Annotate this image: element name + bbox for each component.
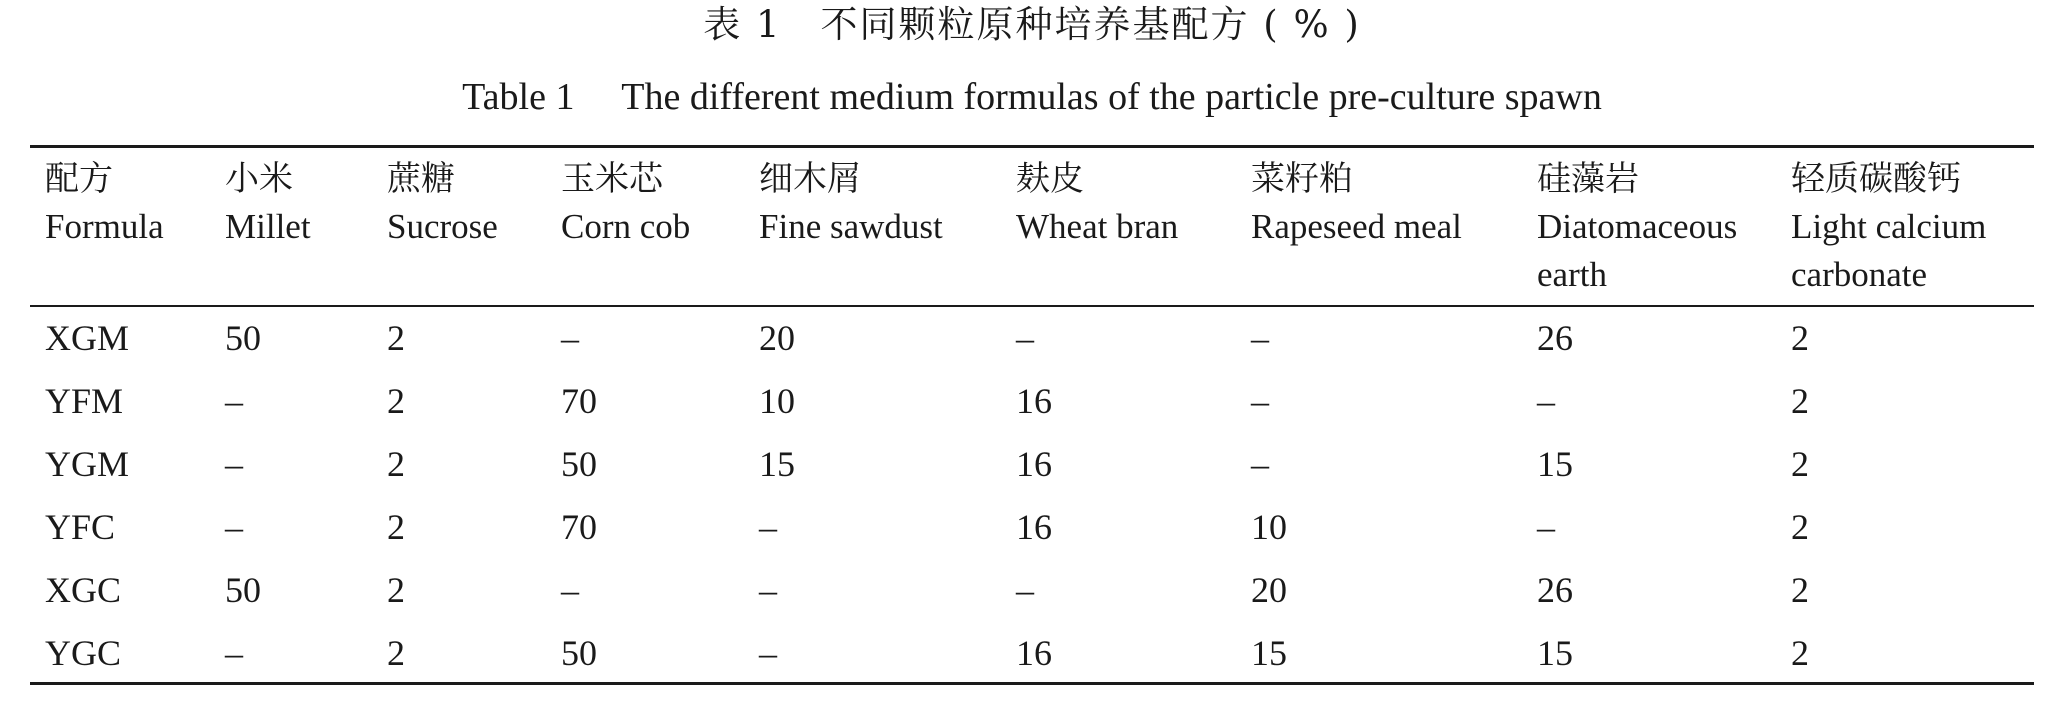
cell-millet: 50 xyxy=(225,570,261,610)
cell-millet: – xyxy=(225,633,243,673)
column-header-en: Corn cob xyxy=(561,207,691,246)
column-header-en: Diatomaceous earth xyxy=(1537,207,1738,294)
column-header-light-calcium-carbonate xyxy=(1791,155,1986,299)
cell-formula: YGM xyxy=(45,444,130,484)
cell-light-calcium-carbonate: 2 xyxy=(1791,444,1809,484)
cell-rapeseed-meal: – xyxy=(1251,318,1269,358)
column-header-wheat-bran xyxy=(1016,155,1178,251)
column-header-cn: 配方 xyxy=(45,159,113,199)
cell-diatomaceous-earth: – xyxy=(1537,507,1555,547)
cell-diatomaceous-earth: – xyxy=(1537,381,1555,421)
column-header-cn: 小米 xyxy=(225,159,293,199)
cell-corn-cob: – xyxy=(561,318,579,358)
column-header-en: Rapeseed meal xyxy=(1251,207,1462,246)
column-header-cn: 轻质碳酸钙 xyxy=(1791,159,1961,199)
cell-corn-cob: 50 xyxy=(561,444,597,484)
cell-rapeseed-meal: 20 xyxy=(1251,570,1287,610)
column-header-cn: 玉米芯 xyxy=(561,159,663,199)
cell-wheat-bran: 16 xyxy=(1016,381,1052,421)
cell-corn-cob: 50 xyxy=(561,633,597,673)
cell-millet: – xyxy=(225,507,243,547)
table-row xyxy=(0,307,2064,370)
column-header-fine-sawdust xyxy=(759,155,943,251)
column-header-en: Millet xyxy=(225,207,311,246)
cell-rapeseed-meal: 15 xyxy=(1251,633,1287,673)
cell-fine-sawdust: – xyxy=(759,633,777,673)
cell-rapeseed-meal: 10 xyxy=(1251,507,1287,547)
table-row xyxy=(0,622,2064,685)
cell-sucrose: 2 xyxy=(387,633,405,673)
cell-fine-sawdust: – xyxy=(759,570,777,610)
cell-diatomaceous-earth: 15 xyxy=(1537,633,1573,673)
cell-millet: – xyxy=(225,381,243,421)
cell-sucrose: 2 xyxy=(387,507,405,547)
column-header-cn: 硅藻岩 xyxy=(1537,159,1639,199)
cell-corn-cob: 70 xyxy=(561,381,597,421)
cell-light-calcium-carbonate: 2 xyxy=(1791,318,1809,358)
cell-formula: YFC xyxy=(45,507,116,547)
column-header-rapeseed-meal xyxy=(1251,155,1462,251)
column-header-diatomaceous-earth xyxy=(1537,155,1737,299)
cell-diatomaceous-earth: 26 xyxy=(1537,318,1573,358)
cell-wheat-bran: 16 xyxy=(1016,444,1052,484)
cell-diatomaceous-earth: 26 xyxy=(1537,570,1573,610)
cell-formula: XGM xyxy=(45,318,130,358)
cell-sucrose: 2 xyxy=(387,381,405,421)
column-header-en: Sucrose xyxy=(387,207,498,246)
cell-wheat-bran: – xyxy=(1016,318,1034,358)
cell-formula: YFM xyxy=(45,381,124,421)
cell-fine-sawdust: 10 xyxy=(759,381,795,421)
cell-wheat-bran: 16 xyxy=(1016,633,1052,673)
table-row xyxy=(0,370,2064,433)
column-header-en: Formula xyxy=(45,207,164,246)
cell-sucrose: 2 xyxy=(387,318,405,358)
cell-rapeseed-meal: – xyxy=(1251,381,1269,421)
column-header-cn: 蔗糖 xyxy=(387,159,455,199)
column-header-formula xyxy=(45,155,164,251)
cell-millet: 50 xyxy=(225,318,261,358)
column-header-cn: 麸皮 xyxy=(1016,159,1084,199)
cell-diatomaceous-earth: 15 xyxy=(1537,444,1573,484)
cell-fine-sawdust: 20 xyxy=(759,318,795,358)
cell-millet: – xyxy=(225,444,243,484)
column-header-cn: 菜籽粕 xyxy=(1251,159,1353,199)
column-header-en: Light calcium carbonate xyxy=(1791,207,1987,294)
column-header-cn: 细木屑 xyxy=(759,159,861,199)
column-header-en: Wheat bran xyxy=(1016,207,1179,246)
cell-sucrose: 2 xyxy=(387,570,405,610)
cell-formula: XGC xyxy=(45,570,122,610)
column-header-sucrose xyxy=(387,155,498,251)
cell-formula: YGC xyxy=(45,633,122,673)
cell-wheat-bran: 16 xyxy=(1016,507,1052,547)
table-row xyxy=(0,433,2064,496)
cell-corn-cob: 70 xyxy=(561,507,597,547)
table-title-english: Table 1 The different medium formulas of the particle pre-culture spawn xyxy=(462,76,1602,118)
cell-light-calcium-carbonate: 2 xyxy=(1791,570,1809,610)
cell-light-calcium-carbonate: 2 xyxy=(1791,507,1809,547)
cell-light-calcium-carbonate: 2 xyxy=(1791,633,1809,673)
cell-fine-sawdust: 15 xyxy=(759,444,795,484)
cell-rapeseed-meal: – xyxy=(1251,444,1269,484)
table-top-rule xyxy=(30,145,2034,148)
cell-wheat-bran: – xyxy=(1016,570,1034,610)
cell-sucrose: 2 xyxy=(387,444,405,484)
column-header-corn-cob xyxy=(561,155,690,251)
cell-light-calcium-carbonate: 2 xyxy=(1791,381,1809,421)
column-header-millet xyxy=(225,155,311,251)
table-title-chinese: 表 1 不同颗粒原种培养基配方 ( % ) xyxy=(703,3,1361,46)
cell-corn-cob: – xyxy=(561,570,579,610)
table-row xyxy=(0,496,2064,559)
column-header-en: Fine sawdust xyxy=(759,207,943,246)
table-row xyxy=(0,559,2064,622)
cell-fine-sawdust: – xyxy=(759,507,777,547)
